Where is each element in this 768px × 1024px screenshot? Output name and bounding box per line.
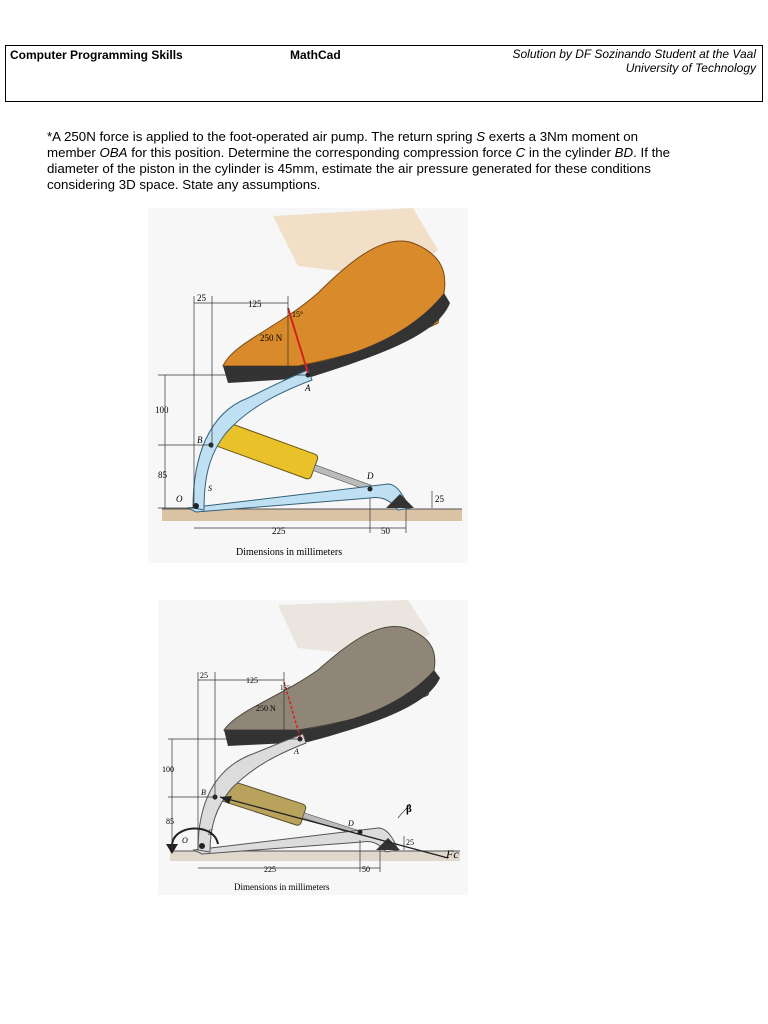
label-A: A [294, 747, 299, 756]
dim-85: 85 [166, 817, 174, 826]
pivot-D [368, 487, 373, 492]
header-tool: MathCad [290, 48, 341, 62]
header-course: Computer Programming Skills [10, 48, 183, 62]
label-S: S [208, 484, 212, 493]
header-author-line1: Solution by DF Sozinando Student at the Vaal [512, 47, 756, 61]
header-author [496, 47, 756, 75]
dim-225: 225 [264, 865, 276, 874]
problem-text-5: . If the diameter of the piston in the cylinder is 45mm, estimate the air pressure generated for these conditions considering 3D space. State any assumptions. [47, 145, 671, 192]
beta-label: β [406, 803, 412, 815]
figure-1-drawing [148, 208, 468, 563]
dim-100: 100 [155, 405, 169, 415]
angle-label: 15° [292, 310, 304, 319]
figure-2-drawing [158, 600, 468, 895]
dim-225: 225 [272, 526, 286, 536]
label-A: A [305, 383, 311, 393]
dim-25-top: 25 [197, 293, 206, 303]
member-symbol: OBA [99, 145, 128, 160]
figure-1-caption: Dimensions in millimeters [236, 547, 343, 558]
problem-text-2: exerts a 3Nm moment on member [47, 129, 639, 160]
dim-25-right: 25 [435, 494, 444, 504]
label-B: B [201, 788, 206, 797]
figure-1 [148, 208, 468, 563]
pivot-O [199, 843, 205, 849]
label-D: D [367, 471, 374, 481]
dim-125: 125 [248, 299, 262, 309]
label-O: O [176, 494, 183, 504]
header-author-line2: University of Technology [625, 61, 756, 75]
force-label: 250 N [260, 333, 283, 343]
dim-100: 100 [162, 765, 174, 774]
figure-2 [158, 600, 468, 895]
figure-2-caption: Dimensions in millimeters [234, 882, 330, 892]
problem-statement [47, 129, 687, 193]
header-box [5, 45, 763, 102]
spring-symbol: S [476, 129, 486, 144]
label-S: S [208, 828, 212, 837]
problem-text-1: *A 250N force is applied to the foot-operated air pump. The return spring [47, 129, 477, 144]
dim-85: 85 [158, 470, 167, 480]
problem-text-4: in the cylinder [525, 145, 615, 160]
force-symbol: C [515, 145, 526, 160]
dim-25-right: 25 [406, 838, 414, 847]
dim-25-top: 25 [200, 671, 208, 680]
label-D: D [348, 819, 354, 828]
force-label: 250 N [256, 704, 276, 713]
label-B: B [197, 435, 203, 445]
dim-50: 50 [381, 526, 390, 536]
label-O: O [182, 836, 188, 845]
dim-125: 125 [246, 676, 258, 685]
dim-50: 50 [362, 865, 370, 874]
problem-text-3: for this position. Determine the corresponding compression force [127, 145, 516, 160]
angle-label: 15° [280, 684, 290, 692]
cylinder-symbol: BD [614, 145, 634, 160]
fc-label: Fc [446, 847, 459, 861]
